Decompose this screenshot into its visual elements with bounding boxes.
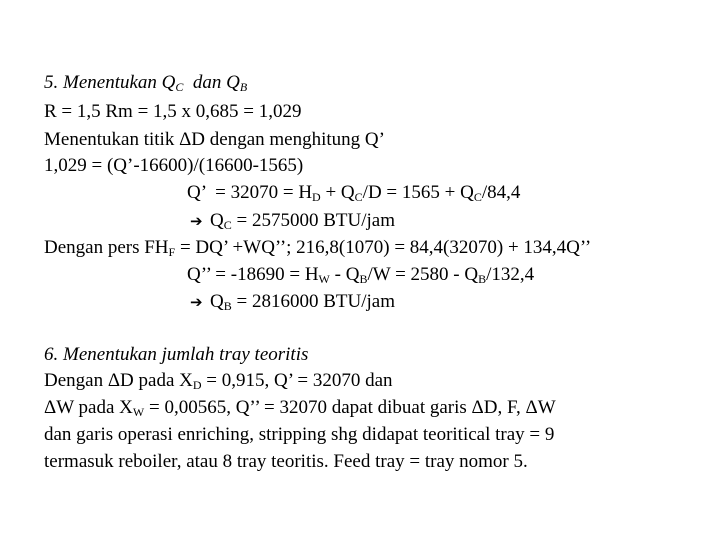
eq-text: - Q — [329, 264, 360, 285]
body-text: = 0,915, Q’ = 32070 dan — [201, 370, 393, 391]
eq-text: Q’ = 32070 = H — [187, 182, 313, 203]
arrow-right-icon: ➔ — [190, 293, 203, 311]
eq-text: = 2816000 BTU/jam — [231, 291, 395, 312]
qc-result-line — [190, 210, 395, 232]
q-double-prime-line — [187, 264, 534, 286]
eq-text: Q’’ = -18690 = H — [187, 264, 319, 285]
body-text: ΔW pada X — [44, 397, 133, 418]
eq-text: Q — [210, 210, 224, 231]
heading-text: 5. Menentukan Q — [44, 72, 176, 93]
eq-subscript: B — [223, 299, 232, 313]
body-text: Dengan ΔD pada X — [44, 370, 193, 391]
energy-balance-line — [44, 237, 591, 259]
qb-result-line — [190, 291, 395, 313]
heading-text-mid: dan Q — [183, 72, 240, 93]
eq-subscript: C — [354, 190, 363, 204]
delta-d-line: Menentukan titik ΔD dengan menghitung Q’ — [44, 129, 385, 150]
q-prime-equation-line — [187, 182, 520, 204]
eq-subscript: C — [473, 190, 482, 204]
eq-subscript: C — [223, 218, 232, 232]
eq-text: Dengan pers FH — [44, 237, 169, 258]
eq-text: + Q — [320, 182, 355, 203]
eq-text: /84,4 — [481, 182, 521, 203]
eq-text: /W = 2580 - Q — [367, 264, 479, 285]
section6-line-2 — [44, 397, 556, 419]
section6-line-3: dan garis operasi enriching, stripping shg didapat teoritical tray = 9 — [44, 424, 555, 445]
body-text: = 0,00565, Q’’ = 32070 dapat dibuat garis ΔD, F, ΔW — [144, 397, 556, 418]
eq-subscript: D — [192, 378, 202, 392]
section6-heading: 6. Menentukan jumlah tray teoritis — [44, 344, 309, 365]
arrow-right-icon: ➔ — [190, 212, 203, 230]
eq-subscript: D — [312, 190, 321, 204]
heading-subscript-b: B — [239, 80, 248, 94]
eq-subscript: W — [132, 405, 145, 419]
eq-subscript: W — [318, 272, 330, 286]
eq-text: = 2575000 BTU/jam — [231, 210, 395, 231]
eq-text: Q — [210, 291, 224, 312]
eq-text: = DQ’ +WQ’’; 216,8(1070) = 84,4(32070) + 134,4Q’’ — [175, 237, 592, 258]
reflux-ratio-line: R = 1,5 Rm = 1,5 x 0,685 = 1,029 — [44, 101, 302, 122]
ratio-equation-line: 1,029 = (Q’-16600)/(16600-1565) — [44, 155, 304, 176]
section6-line-1 — [44, 370, 393, 392]
eq-text: /D = 1565 + Q — [362, 182, 474, 203]
eq-subscript: B — [359, 272, 368, 286]
section5-heading — [44, 72, 247, 94]
eq-text: /132,4 — [486, 264, 535, 285]
section6-line-4: termasuk reboiler, atau 8 tray teoritis. Feed tray = tray nomor 5. — [44, 451, 528, 472]
eq-subscript: F — [168, 245, 176, 259]
heading-subscript-c: C — [175, 80, 184, 94]
eq-subscript: B — [478, 272, 487, 286]
